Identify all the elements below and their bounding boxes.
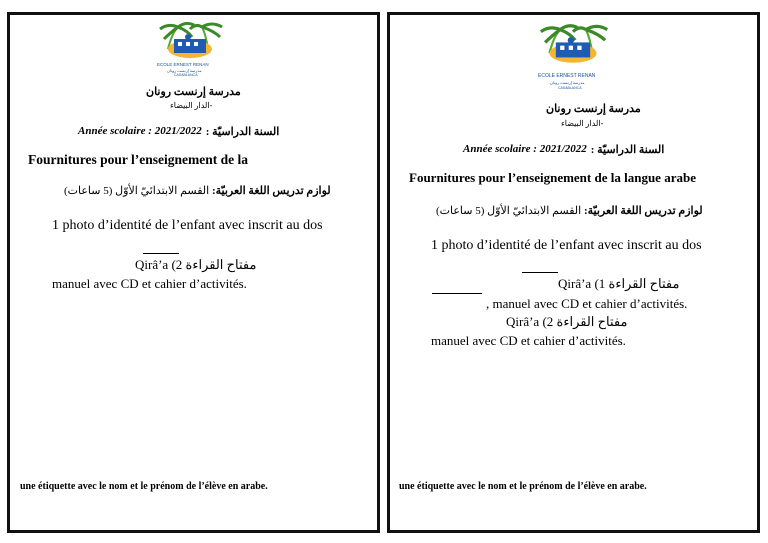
blank-line <box>522 272 558 273</box>
school-year-label: السنة الدراسيّة : <box>590 144 665 156</box>
book-2-title: Qirâ’a (2 مفتاح القراءة <box>506 314 628 329</box>
document-page-right <box>387 12 760 533</box>
book-description: manuel avec CD et cahier d’activités. <box>52 276 247 291</box>
school-year-value: Année scolaire : 2021/2022 <box>78 125 202 137</box>
book-1-title: Qirâ’a (1 مفتاح القراءة <box>558 276 680 291</box>
school-name: مدرسة إرنست رونان <box>146 86 241 98</box>
school-year-value: Année scolaire : 2021/2022 <box>463 143 587 155</box>
logo-city: CASABLANCA <box>558 86 582 90</box>
supplies-description: القسم الابتدائيّ الأوّل (5 ساعات) <box>436 205 584 217</box>
school-logo-image <box>530 21 616 81</box>
supplies-description: القسم الابتدائيّ الأوّل (5 ساعات) <box>64 185 212 197</box>
blank-line <box>143 253 179 254</box>
school-city: -الدار البيضاء <box>170 101 213 110</box>
school-city: -الدار البيضاء <box>561 119 604 128</box>
photo-requirement: 1 photo d’identité de l’enfant avec inscrit au dos <box>431 238 702 253</box>
blank-line <box>432 293 482 294</box>
page-heading: Fournitures pour l’enseignement de la langue arabe <box>409 170 696 185</box>
logo-caption: ECOLE ERNEST RENAN <box>157 62 209 67</box>
logo-subcaption: مدرسة إرنست رونان <box>550 80 585 85</box>
page-heading: Fournitures pour l’enseignement de la <box>28 152 249 167</box>
school-name: مدرسة إرنست رونان <box>546 103 641 115</box>
label-requirement: une étiquette avec le nom et le prénom de l’élève en arabe. <box>399 481 647 492</box>
label-requirement: une étiquette avec le nom et le prénom de l’élève en arabe. <box>20 481 268 492</box>
logo-city: CASABLANCA <box>174 73 198 77</box>
photo-requirement: 1 photo d’identité de l’enfant avec inscrit au dos <box>52 218 323 233</box>
supplies-label: لوازم تدريس اللغة العربيّة: <box>583 205 703 217</box>
book-1-description: , manuel avec CD et cahier d’activités. <box>486 296 688 311</box>
logo-subcaption: مدرسة إرنست رونان <box>167 68 202 73</box>
book-title: Qirâ’a (2 مفتاح القراءة <box>135 257 257 272</box>
supplies-label: لوازم تدريس اللغة العربيّة: <box>211 185 331 197</box>
school-year-label: السنة الدراسيّة : <box>205 126 280 138</box>
book-2-description: manuel avec CD et cahier d’activités. <box>431 333 626 348</box>
logo-caption: ECOLE ERNEST RENAN <box>538 73 596 79</box>
document-page-left <box>7 12 380 533</box>
